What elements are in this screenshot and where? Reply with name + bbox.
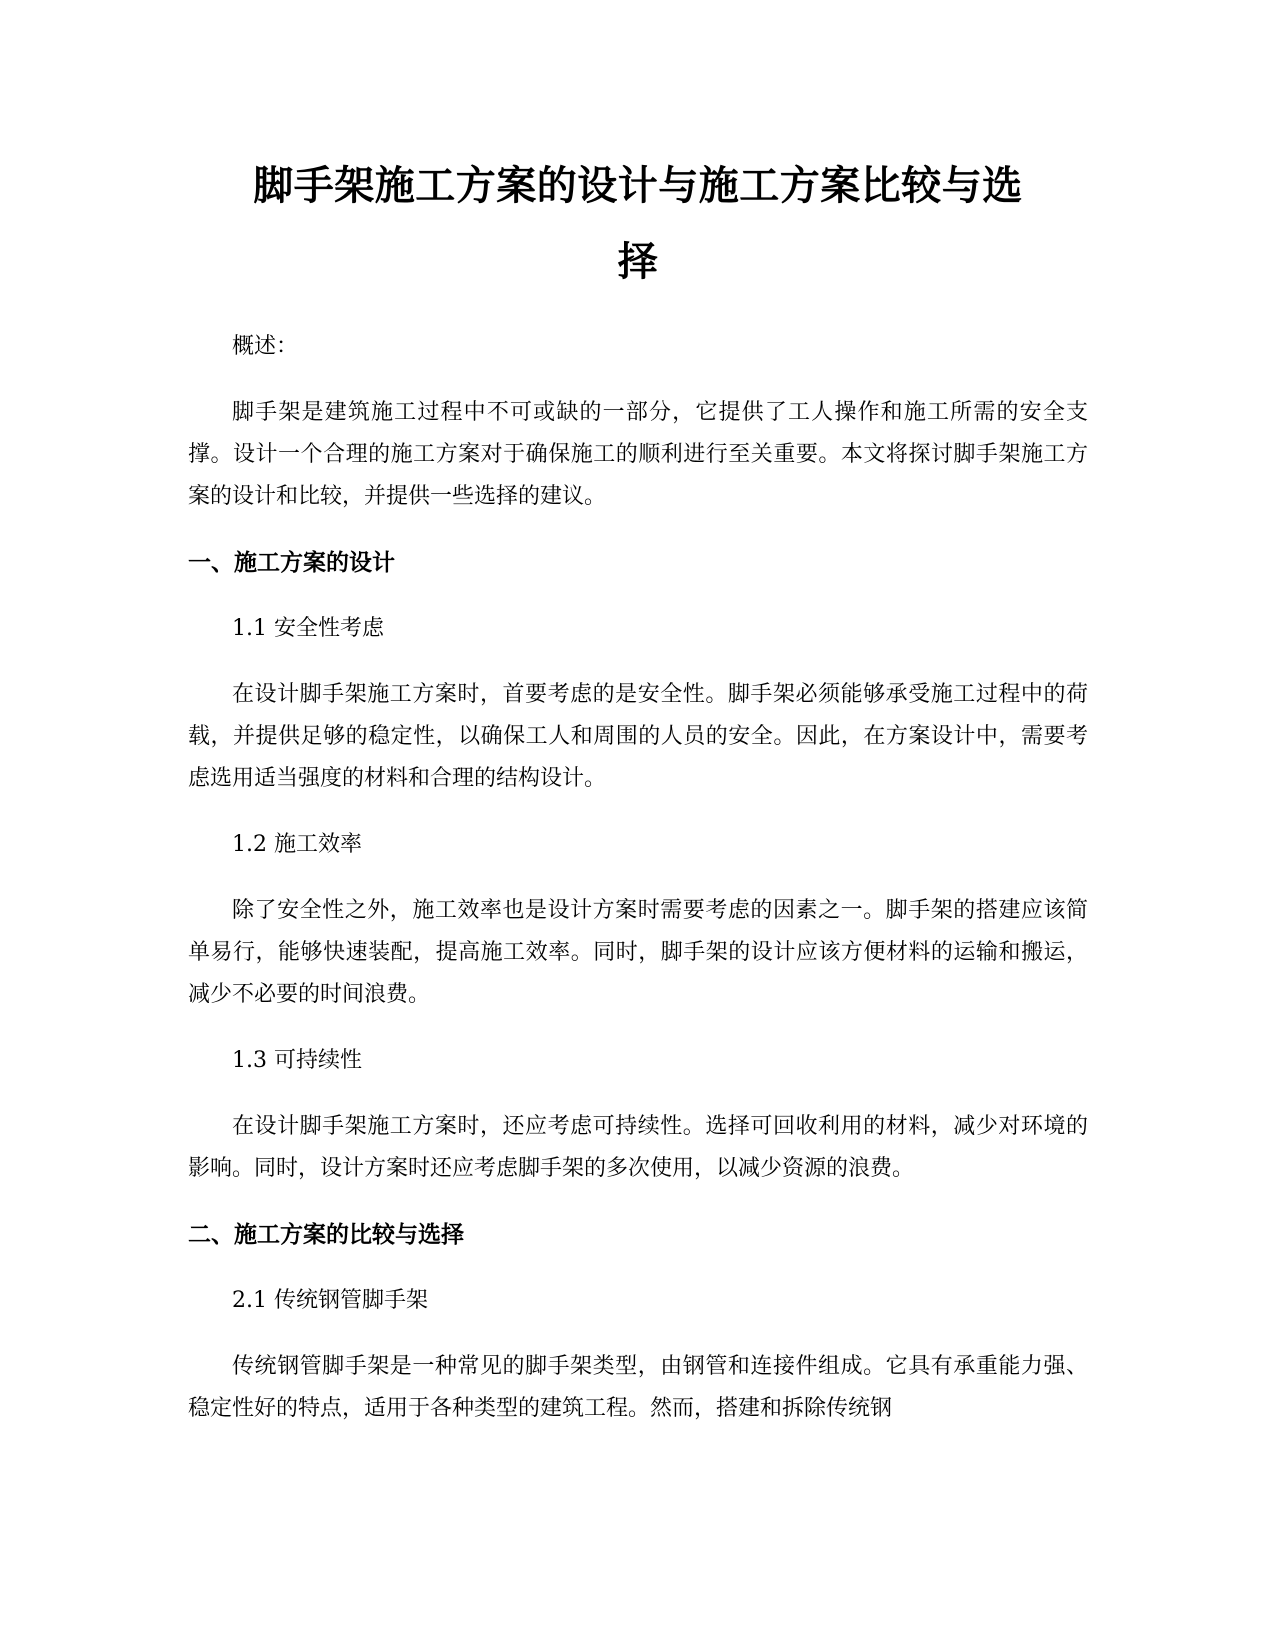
title-line-2: 择: [617, 239, 659, 285]
paragraph-sustainability: 在设计脚手架施工方案时，还应考虑可持续性。选择可回收利用的材料，减少对环境的影响。同时，设计方案时还应考虑脚手架的多次使用，以减少资源的浪费。: [188, 1114, 1088, 1181]
subheading-safety: 1.1 安全性考虑: [232, 616, 384, 641]
overview-label: 概述：: [232, 334, 299, 359]
paragraph-steel-tube: 传统钢管脚手架是一种常见的脚手架类型，由钢管和连接件组成。它具有承重能力强、稳定性好的特点，适用于各种类型的建筑工程。然而，搭建和拆除传统钢: [188, 1354, 1088, 1421]
title-line-1: 脚手架施工方案的设计与施工方案比较与选: [253, 163, 1023, 209]
spacer: [188, 1256, 1088, 1280]
section-heading-comparison: 二、施工方案的比较与选择: [188, 1222, 464, 1248]
spacer: [188, 800, 1088, 824]
spacer: [188, 518, 1088, 542]
paragraph-safety: 在设计脚手架施工方案时，首要考虑的是安全性。脚手架必须能够承受施工过程中的荷载，并提供足够的稳定性，以确保工人和周围的人员的安全。因此，在方案设计中，需要考虑选用适当强度的材料和合理的结构设计。: [188, 682, 1088, 791]
subheading-efficiency: 1.2 施工效率: [232, 832, 362, 857]
spacer: [188, 584, 1088, 608]
document-body: [188, 148, 1088, 1430]
subheading-sustainability: 1.3 可持续性: [232, 1048, 362, 1073]
document-title: [188, 148, 1088, 300]
spacer: [188, 368, 1088, 392]
spacer: [188, 1082, 1088, 1106]
spacer: [188, 650, 1088, 674]
spacer: [188, 1190, 1088, 1214]
spacer: [188, 866, 1088, 890]
paragraph-efficiency: 除了安全性之外，施工效率也是设计方案时需要考虑的因素之一。脚手架的搭建应该简单易行，能够快速装配，提高施工效率。同时，脚手架的设计应该方便材料的运输和搬运，减少不必要的时间浪费。: [188, 898, 1088, 1007]
spacer: [188, 300, 1088, 326]
section-heading-design: 一、施工方案的设计: [188, 550, 395, 576]
spacer: [188, 1016, 1088, 1040]
overview-paragraph: 脚手架是建筑施工过程中不可或缺的一部分，它提供了工人操作和施工所需的安全支撑。设计一个合理的施工方案对于确保施工的顺利进行至关重要。本文将探讨脚手架施工方案的设计和比较，并提供一些选择的建议。: [188, 400, 1088, 509]
spacer: [188, 1322, 1088, 1346]
subheading-steel-tube: 2.1 传统钢管脚手架: [232, 1288, 428, 1313]
